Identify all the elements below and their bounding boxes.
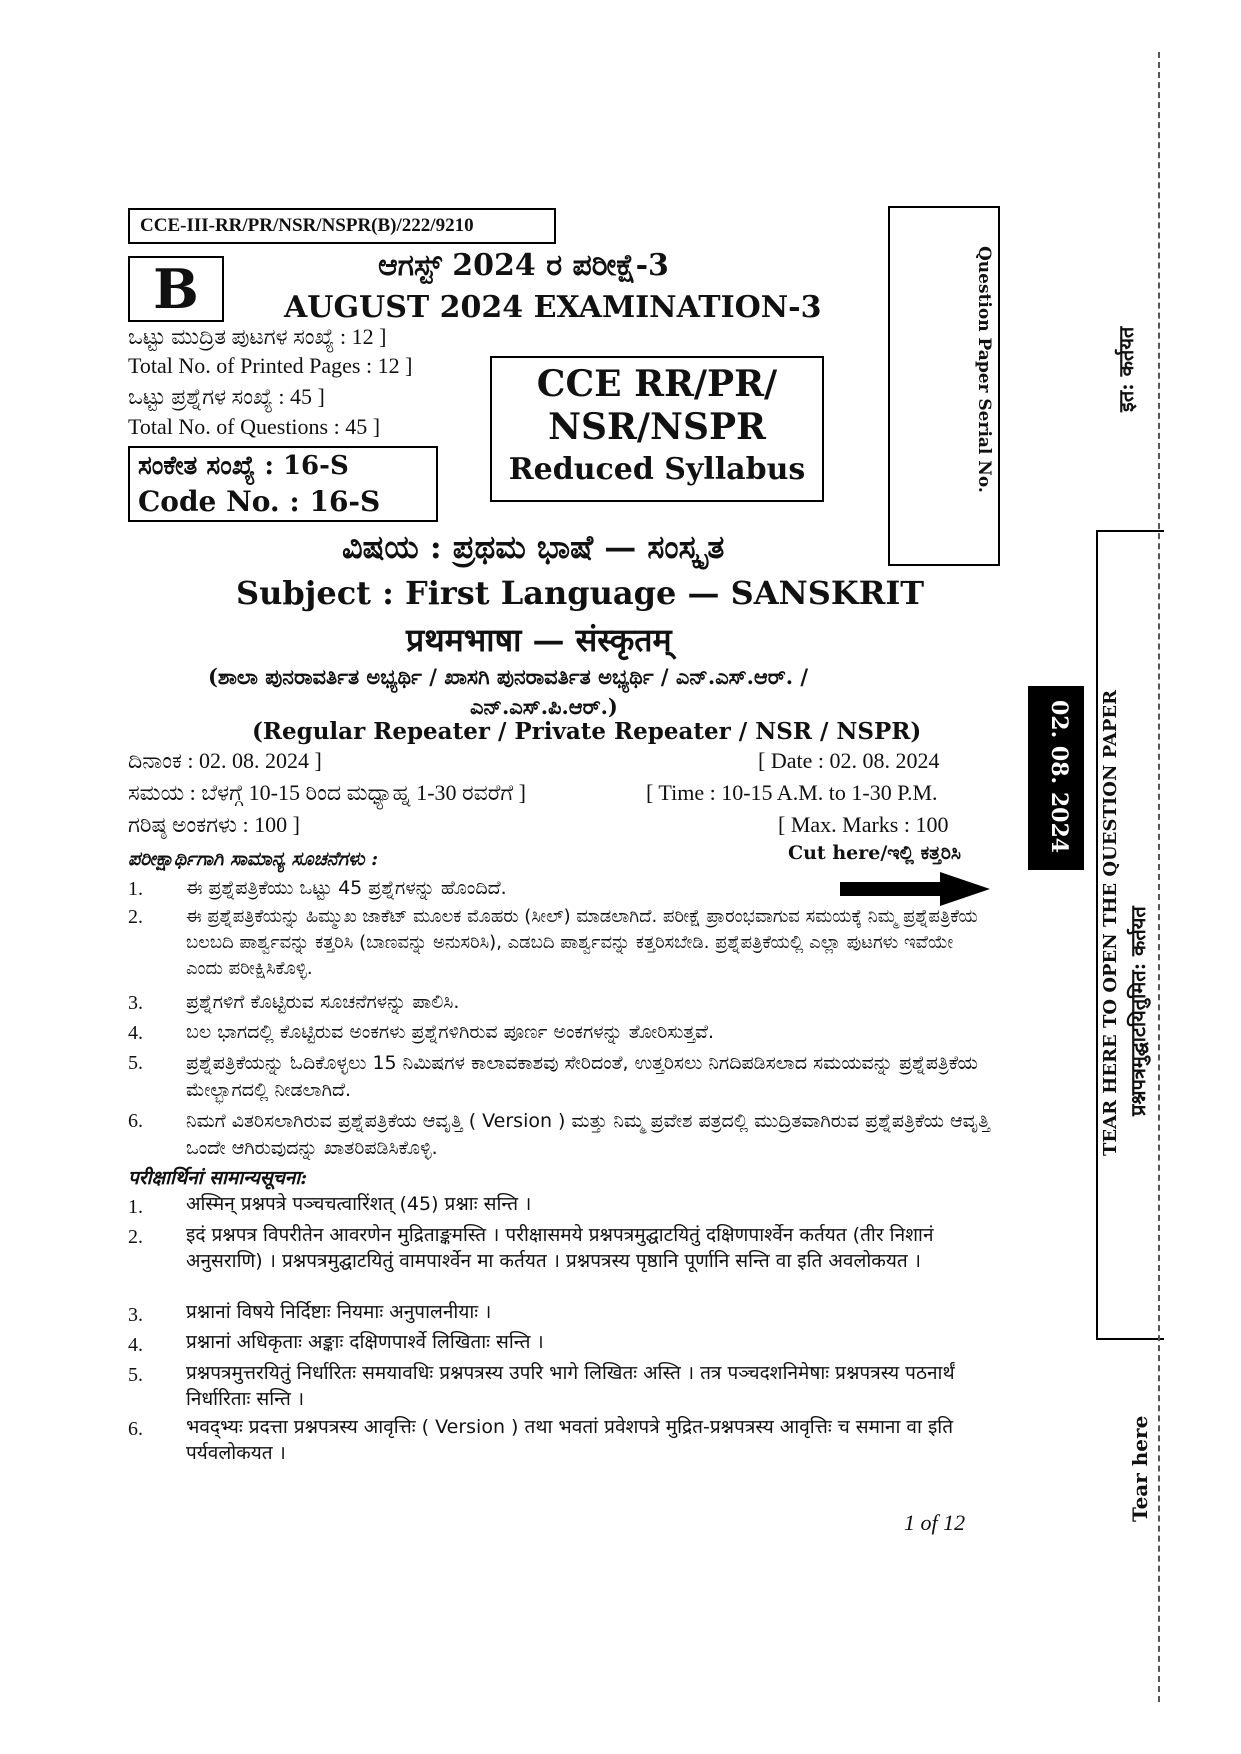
syllabus-line3: Reduced Syllabus — [508, 452, 806, 487]
instructions-sa-heading: परीक्षार्थिनां सामान्यसूचना: — [128, 1167, 308, 1189]
exam-title-en: AUGUST 2024 EXAMINATION-3 — [284, 290, 822, 325]
marks-kn: ಗರಿಷ್ಠ ಅಂಕಗಳು : 100 ] — [128, 812, 300, 837]
kn-item-num: 4. — [128, 1022, 143, 1044]
tear-here-label: Tear here — [1128, 1415, 1152, 1522]
sa-item-num: 3. — [128, 1304, 143, 1326]
sa-item-num: 5. — [128, 1364, 143, 1386]
sa-item-text: प्रश्नानां विषये निर्दिष्टाः नियमाः अनुपालनीयाः । — [186, 1301, 492, 1323]
sa-item-num: 1. — [128, 1196, 143, 1218]
kn-item-text: ಪ್ರಶ್ನೆಪತ್ರಿಕೆಯನ್ನು ಓದಿಕೊಳ್ಳಲು 15 ನಿಮಿಷಗಳ ಕಾಲಾವಕಾಶವು ಸೇರಿದಂತೆ, ಉತ್ತರಿಸಲು ನಿಗದಿಪಡಿಸಲಾದ ಸಮಯವನ್ನು ಪ್ರಶ್ನೆಪತ್ರಿಕೆಯ ಮೇಲ್ಭಾಗದಲ್ಲಿ ನೀಡಲಾಗಿದೆ. — [186, 1052, 978, 1101]
instructions-kn-heading: ಪರೀಕ್ಷಾರ್ಥಿಗಾಗಿ ಸಾಮಾನ್ಯ ಸೂಚನೆಗಳು : — [128, 848, 379, 870]
time-en: [ Time : 10-15 A.M. to 1-30 P.M. — [646, 780, 938, 805]
date-en: [ Date : 02. 08. 2024 — [758, 748, 940, 773]
paper-code: CCE-III-RR/PR/NSR/NSPR(B)/222/9210 — [140, 215, 474, 236]
cut-arrow-icon — [840, 872, 990, 906]
version-letter: B — [153, 257, 199, 321]
kn-item-text: ಪ್ರಶ್ನೆಗಳಿಗೆ ಕೊಟ್ಟಿರುವ ಸೂಚನೆಗಳನ್ನು ಪಾಲಿಸಿ. — [186, 991, 460, 1013]
syllabus-line2: NSR/NSPR — [548, 406, 766, 448]
version-letter-box — [128, 256, 224, 322]
sa-item-text: भवद्भ्यः प्रदत्ता प्रश्नपत्रस्य आवृत्तिः ( Version ) तथा भवतां प्रवेशपत्रे मुद्रित-प्रश्नपत्रस्य आवृत्तिः च समाना वा इति पर्यवलोकयत । — [186, 1416, 954, 1464]
time-kn: ಸಮಯ : ಬೆಳಗ್ಗೆ 10-15 ರಿಂದ ಮಧ್ಯಾಹ್ನ 1-30 ರವರೆಗೆ ] — [128, 780, 526, 805]
sa-item-text: अस्मिन् प्रश्नपत्रे पञ्चचत्वारिंशत् (45) प्रश्नाः सन्ति । — [186, 1193, 532, 1215]
sa-item-text: इदं प्रश्नपत्र विपरीतेन आवरणेन मुद्रिताङ्कमस्ति । परीक्षासमये प्रश्नपत्रमुद्घाटयितुं दक्षिणपार्श्वेन कर्तयत (तीर निशानं अनुसराणि) । प्रश्नपत्रमुद्घाटयितुं वामपार्श्वेन मा कर्तयत । प्रश्नपत्रस्य पृष्ठानि पूर्णानि सन्ति वा इति अवलोकयत । — [186, 1224, 934, 1272]
kn-item-text: ಈ ಪ್ರಶ್ನೆಪತ್ರಿಕೆಯು ಒಟ್ಟು 45 ಪ್ರಶ್ನೆಗಳನ್ನು ಹೊಂದಿದೆ. — [186, 877, 507, 899]
date-kn: ದಿನಾಂಕ : 02. 08. 2024 ] — [128, 748, 322, 773]
page-number: 1 of 12 — [904, 1510, 966, 1535]
kn-item-num: 3. — [128, 992, 143, 1014]
subject-en: Subject : First Language — SANSKRIT — [236, 574, 925, 612]
kn-item-num: 5. — [128, 1052, 143, 1074]
code-en: Code No. : 16-S — [138, 485, 381, 518]
kn-item-num: 1. — [128, 878, 143, 900]
subject-sa: प्रथमभाषा — संस्कृतम् — [406, 621, 672, 659]
kn-item-num: 2. — [128, 906, 143, 928]
paper-code-box — [128, 208, 556, 244]
subject-kn: ವಿಷಯ : ಪ್ರಥಮ ಭಾಷೆ — ಸಂಸ್ಕೃತ — [342, 528, 725, 566]
questions-en: Total No. of Questions : 45 ] — [128, 414, 381, 439]
sa-item-num: 2. — [128, 1226, 143, 1248]
sa-item-text: प्रश्नपत्रमुत्तरयितुं निर्धारितः समयावधिः प्रश्नपत्रस्य उपरि भागे लिखितः अस्ति । तत्र पञ्चदशनिमेषाः प्रश्नपत्रस्य पठनार्थं निर्धारिताः सन्ति । — [186, 1362, 955, 1410]
sa-item-num: 6. — [128, 1418, 143, 1440]
marks-en: [ Max. Marks : 100 — [778, 812, 949, 837]
date-band-text: 02. 08. 2024 — [1046, 700, 1072, 854]
code-box — [128, 446, 438, 522]
questions-kn: ಒಟ್ಟು ಪ್ರಶ್ನೆಗಳ ಸಂಖ್ಯೆ : 45 ] — [128, 384, 325, 409]
cut-line — [1158, 52, 1160, 1702]
candidates-en: (Regular Repeater / Private Repeater / NSR / NSPR) — [252, 718, 922, 745]
sa-item-num: 4. — [128, 1334, 143, 1356]
tear-label-sa: प्रश्नपत्रमुद्घाटयितुमित: कर्तयत — [1126, 906, 1150, 1116]
serial-label: Question Paper Serial No. — [974, 246, 994, 493]
cut-here-label: Cut here/ಇಲ್ಲಿ ಕತ್ತರಿಸಿ — [788, 842, 961, 864]
kn-item-text: ಬಲ ಭಾಗದಲ್ಲಿ ಕೊಟ್ಟಿರುವ ಅಂಕಗಳು ಪ್ರಶ್ನೆಗಳಿಗಿರುವ ಪೂರ್ಣ ಅಂಕಗಳನ್ನು ತೋರಿಸುತ್ತವೆ. — [186, 1021, 715, 1043]
top-cut-label: इत: कर्तयत — [1114, 326, 1138, 412]
syllabus-line1: CCE RR/PR/ — [536, 363, 778, 405]
pages-en: Total No. of Printed Pages : 12 ] — [128, 353, 413, 378]
sa-item-text: प्रश्नानां अधिकृताः अङ्काः दक्षिणपार्श्वे लिखिताः सन्ति । — [186, 1331, 544, 1353]
candidates-kn-2: ಎನ್.ಎಸ್.ಪಿ.ಆರ್.) — [470, 694, 618, 719]
code-kn: ಸಂಕೇತ ಸಂಖ್ಯೆ : 16-S — [138, 451, 349, 481]
exam-title-kn: ಆಗಸ್ಟ್ 2024 ರ ಪರೀಕ್ಷೆ-3 — [378, 248, 669, 283]
tear-label-en: TEAR HERE TO OPEN THE QUESTION PAPER — [1100, 689, 1121, 1156]
kn-item-num: 6. — [128, 1110, 143, 1132]
syllabus-box — [490, 356, 824, 502]
pages-kn: ಒಟ್ಟು ಮುದ್ರಿತ ಪುಟಗಳ ಸಂಖ್ಯೆ : 12 ] — [128, 324, 387, 349]
kn-item-text: ನಿಮಗೆ ವಿತರಿಸಲಾಗಿರುವ ಪ್ರಶ್ನೆಪತ್ರಿಕೆಯ ಆವೃತ್ತಿ ( Version ) ಮತ್ತು ನಿಮ್ಮ ಪ್ರವೇಶ ಪತ್ರದಲ್ಲಿ ಮುದ್ರಿತವಾಗಿರುವ ಪ್ರಶ್ನೆಪತ್ರಿಕೆಯ ಆವೃತ್ತಿ ಒಂದೇ ಆಗಿರುವುದನ್ನು ಖಾತರಿಪಡಿಸಿಕೊಳ್ಳಿ. — [186, 1110, 990, 1159]
kn-item-text: ಈ ಪ್ರಶ್ನೆಪತ್ರಿಕೆಯನ್ನು ಹಿಮ್ಮುಖ ಜಾಕೆಟ್ ಮೂಲಕ ಮೊಹರು (ಸೀಲ್) ಮಾಡಲಾಗಿದೆ. ಪರೀಕ್ಷೆ ಪ್ರಾರಂಭವಾಗುವ ಸಮಯಕ್ಕೆ ನಿಮ್ಮ ಪ್ರಶ್ನೆಪತ್ರಿಕೆಯ ಬಲಬದಿ ಪಾರ್ಶ್ವವನ್ನು ಕತ್ತರಿಸಿ (ಬಾಣವನ್ನು ಅನುಸರಿಸಿ), ಎಡಬದಿ ಪಾರ್ಶ್ವವನ್ನು ಕತ್ತರಿಸಬೇಡಿ. ಪ್ರಶ್ನೆಪತ್ರಿಕೆಯಲ್ಲಿ ಎಲ್ಲಾ ಪುಟಗಳು ಇವೆಯೇ ಎಂದು ಪರೀಕ್ಷಿಸಿಕೊಳ್ಳಿ. — [186, 906, 978, 979]
candidates-kn-1: (ಶಾಲಾ ಪುನರಾವರ್ತಿತ ಅಭ್ಯರ್ಥಿ / ಖಾಸಗಿ ಪುನರಾವರ್ತಿತ ಅಭ್ಯರ್ಥಿ / ಎನ್.ಎಸ್.ಆರ್. / — [208, 664, 809, 689]
